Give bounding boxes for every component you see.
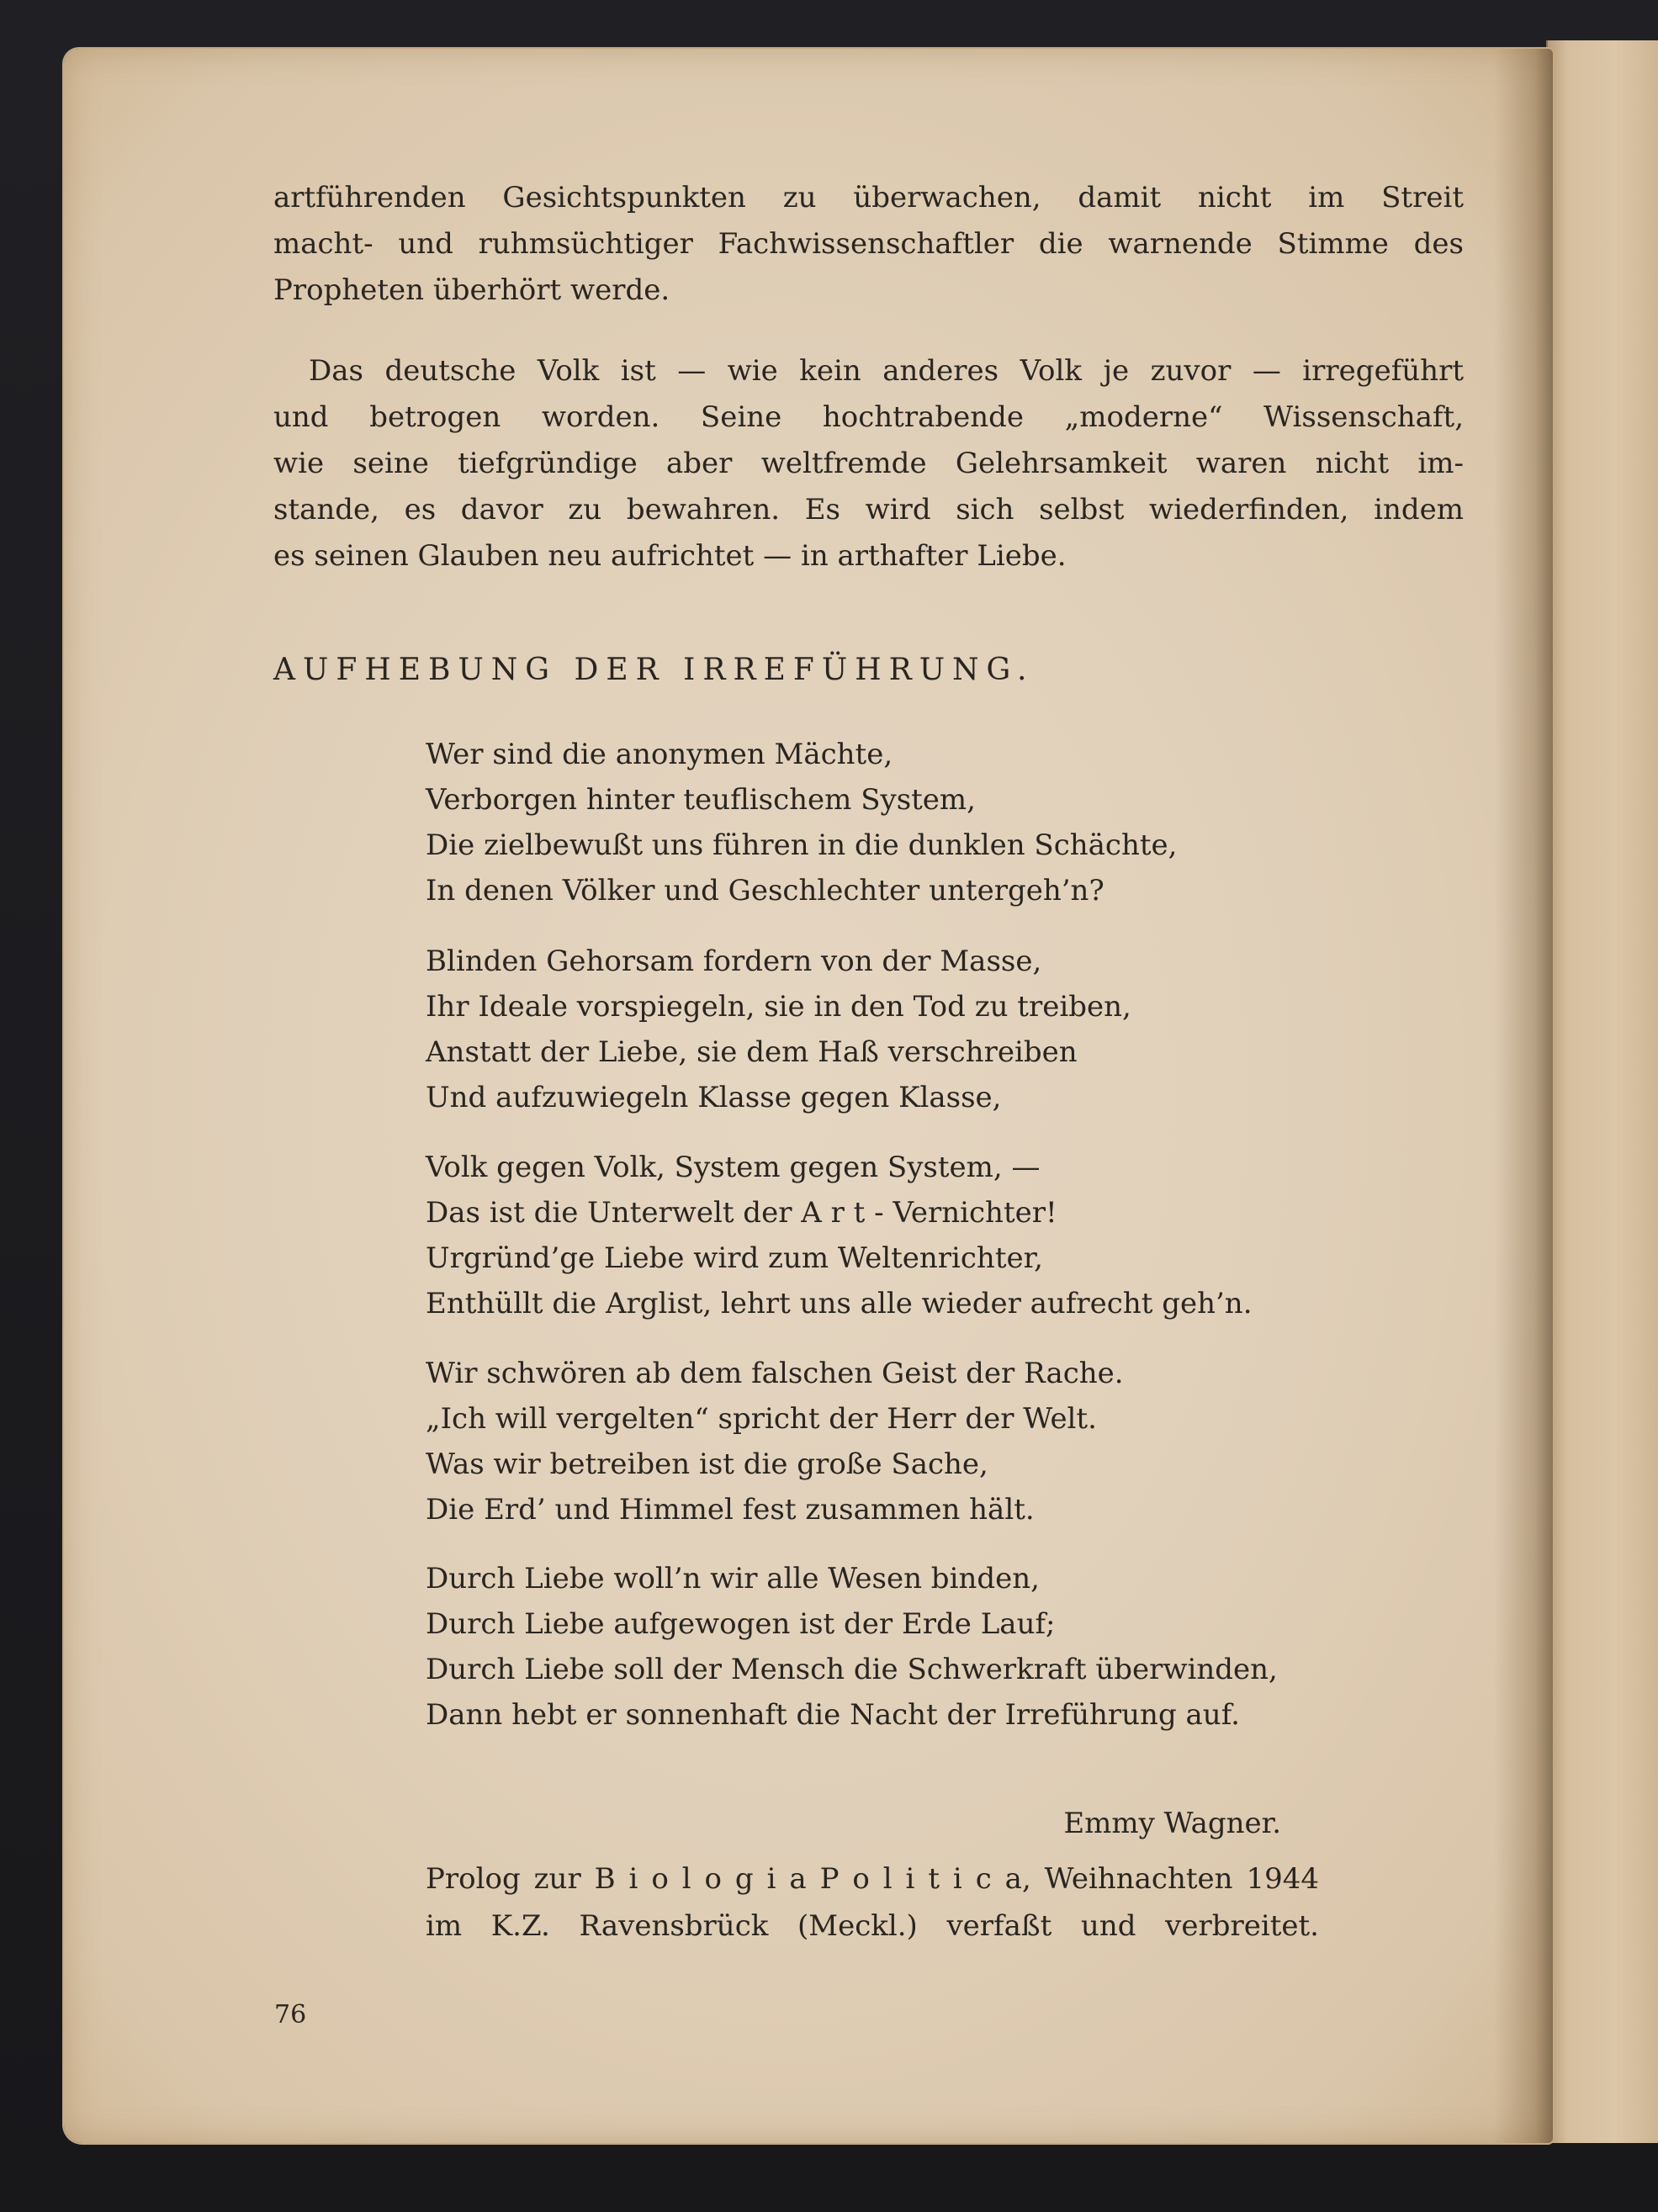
poem-line: Volk gegen Volk, System gegen System, — [426,1151,1041,1184]
paragraph-line: und betrogen worden. Seine hochtrabende „moderne“ Wissenschaft, [273,400,1464,434]
section-heading: AUFHEBUNG DER IRREFÜHRUNG. [273,653,1035,687]
paragraph-line: wie seine tiefgründige aber weltfremde Gelehrsamkeit waren nicht im- [273,447,1464,480]
poem-line: Ihr Ideale vorspiegeln, sie in den Tod zu treiben, [426,990,1131,1024]
poem-author: Emmy Wagner. [1063,1807,1281,1840]
paragraph-line: stande, es davor zu bewahren. Es wird sich selbst wiederfinden, indem [273,493,1464,527]
poem-line: Durch Liebe aufgewogen ist der Erde Lauf; [426,1607,1056,1641]
paragraph-line: Propheten überhört werde. [273,273,670,307]
poem-line: Urgründ’ge Liebe wird zum Weltenrichter, [426,1241,1043,1275]
paragraph-1 [273,175,1464,314]
poem-line: Verborgen hinter teuflischem System, [426,783,976,817]
paragraph-2 [273,348,1464,579]
poem-line: Durch Liebe woll’n wir alle Wesen binden, [426,1562,1040,1595]
poem-line: Blinden Gehorsam fordern von der Masse, [426,945,1042,978]
facing-page-edge [1546,40,1658,2143]
poem-line: Die zielbewußt uns führen in die dunklen Schächte, [426,828,1178,862]
paragraph-line: artführenden Gesichtspunkten zu überwachen, damit nicht im Streit [273,181,1464,214]
paragraph-line: es seinen Glauben neu aufrichtet — in arthafter Liebe. [273,539,1067,573]
poem-line: Durch Liebe soll der Mensch die Schwerkraft überwinden, [426,1653,1278,1686]
poem-line: Das ist die Unterwelt der A r t - Vernichter! [426,1196,1057,1230]
poem-line: Die Erd’ und Himmel fest zusammen hält. [426,1493,1035,1527]
poem-stanza-5 [426,1556,1435,1738]
book-page [64,49,1553,2143]
poem-line: In denen Völker und Geschlechter untergeh’n? [426,874,1104,908]
note-line: im K.Z. Ravensbrück (Meckl.) verfaßt und verbreitet. [426,1909,1319,1943]
paragraph-line: Das deutsche Volk ist — wie kein anderes Volk je zuvor — irregeführt [309,354,1464,388]
poem-line: Und aufzuwiegeln Klasse gegen Klasse, [426,1081,1002,1114]
poem-stanza-3 [426,1145,1435,1326]
note-line: Prolog zur B i o l o g i a P o l i t i c a, Weihnachten 1944 [426,1862,1319,1896]
prologue-note [426,1855,1319,1950]
paragraph-line: macht- und ruhmsüchtiger Fachwissenschaftler die warnende Stimme des [273,227,1464,261]
poem-line: „Ich will vergelten“ spricht der Herr der Welt. [426,1402,1097,1436]
poem-line: Enthüllt die Arglist, lehrt uns alle wieder aufrecht geh’n. [426,1287,1253,1320]
poem-line: Wer sind die anonymen Mächte, [426,738,893,771]
poem-stanza-2 [426,939,1435,1120]
poem-line: Wir schwören ab dem falschen Geist der Rache. [426,1357,1124,1390]
poem-stanza-1 [426,732,1435,913]
poem-line: Dann hebt er sonnenhaft die Nacht der Irreführung auf. [426,1698,1240,1732]
poem-stanza-4 [426,1351,1435,1532]
poem-line: Was wir betreiben ist die große Sache, [426,1447,988,1481]
poem-line: Anstatt der Liebe, sie dem Haß verschreiben [426,1035,1078,1069]
page-number: 76 [274,2000,307,2029]
